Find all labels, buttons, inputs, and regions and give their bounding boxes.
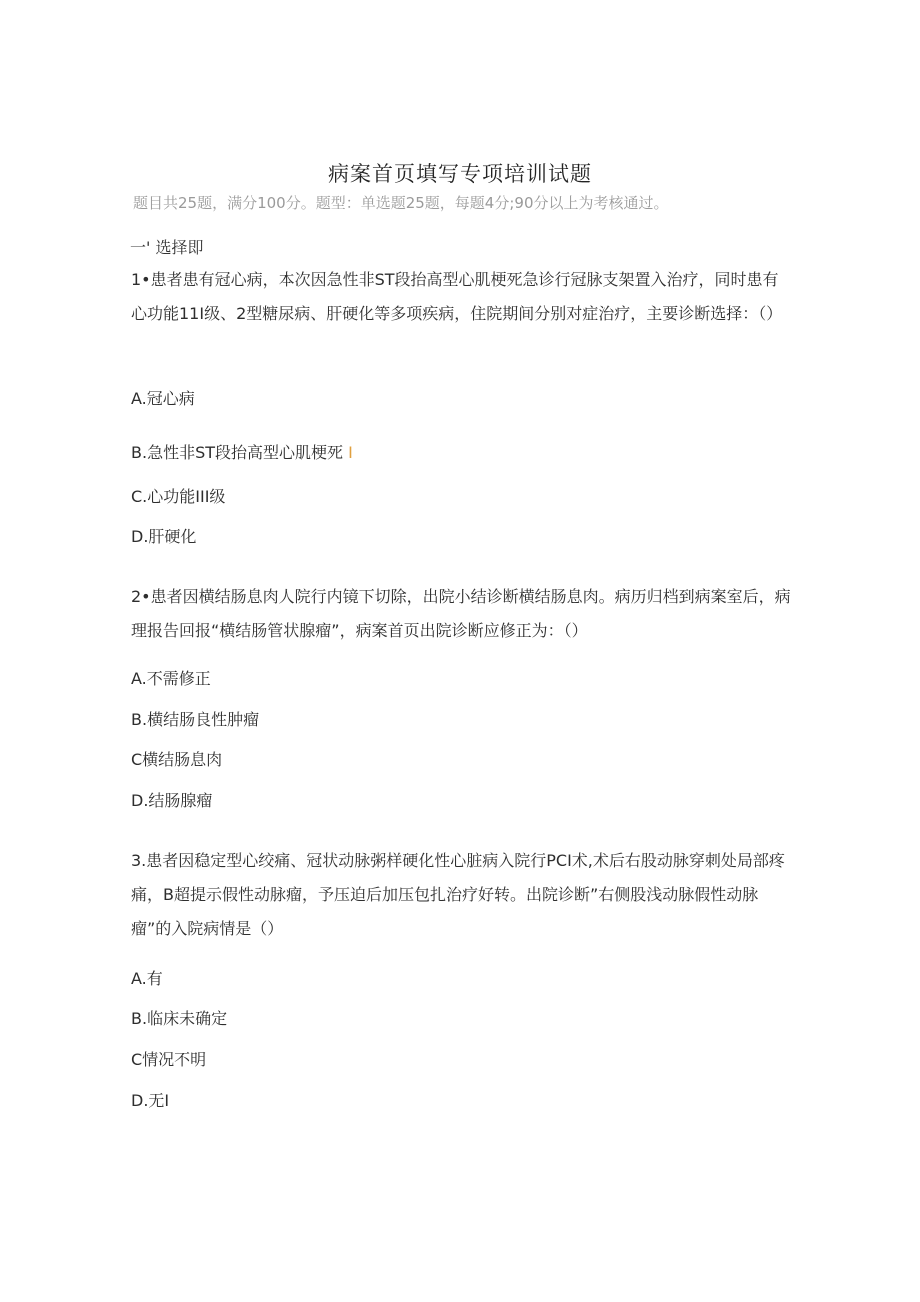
answer-mark: I xyxy=(348,443,353,462)
option-b-label: B.急性非ST段抬高型心肌梗死 xyxy=(131,443,343,462)
question-3-option-c[interactable]: C情况不明 xyxy=(131,1050,207,1069)
question-2-option-b[interactable]: B.横结肠良性肿瘤 xyxy=(131,710,260,729)
question-1-option-a[interactable]: A.冠心病 xyxy=(131,389,195,408)
question-1-option-d[interactable]: D.肝硬化 xyxy=(131,527,197,546)
question-1-option-b[interactable] xyxy=(131,440,353,463)
page-title: 病案首页填写专项培训试题 xyxy=(328,162,592,186)
question-3-option-d[interactable]: D.无I xyxy=(131,1091,170,1110)
question-3-text: 3.患者因稳定型心绞痛、冠状动脉粥样硬化性心脏病入院行PCI术,术后右股动脉穿刺处局部疼痛，B超提示假性动脉瘤，予压迫后加压包扎治疗好转。出院诊断”右侧股浅动脉假性动脉瘤”的入院病情是（） xyxy=(131,851,785,938)
question-1-text: 1•患者患有冠心病，本次因急性非ST段抬高型心肌梗死急诊行冠脉支架置入治疗，同时患有心功能11I级、2型糖尿病、肝硬化等多项疾病，住院期间分别对症治疗，主要诊断选择：（） xyxy=(131,270,783,323)
question-2-option-c[interactable]: C横结肠息肉 xyxy=(131,750,223,769)
question-1-option-c[interactable]: C.心功能III级 xyxy=(131,487,226,506)
question-3-option-b[interactable]: B.临床未确定 xyxy=(131,1009,228,1028)
question-3-option-a[interactable]: A.有 xyxy=(131,969,163,988)
question-2-option-d[interactable]: D.结肠腺瘤 xyxy=(131,791,213,810)
exam-info: 题目共25题，满分100分。题型：单选题25题，每题4分;90分以上为考核通过。 xyxy=(133,194,669,212)
question-2-text: 2•患者因横结肠息肉人院行内镜下切除，出院小结诊断横结肠息肉。病历归档到病案室后，病理报告回报“横结肠管状腺瘤”，病案首页出院诊断应修正为：（） xyxy=(131,587,791,640)
section-heading: 一' 选择即 xyxy=(130,238,204,257)
question-2-option-a[interactable]: A.不需修正 xyxy=(131,669,211,688)
